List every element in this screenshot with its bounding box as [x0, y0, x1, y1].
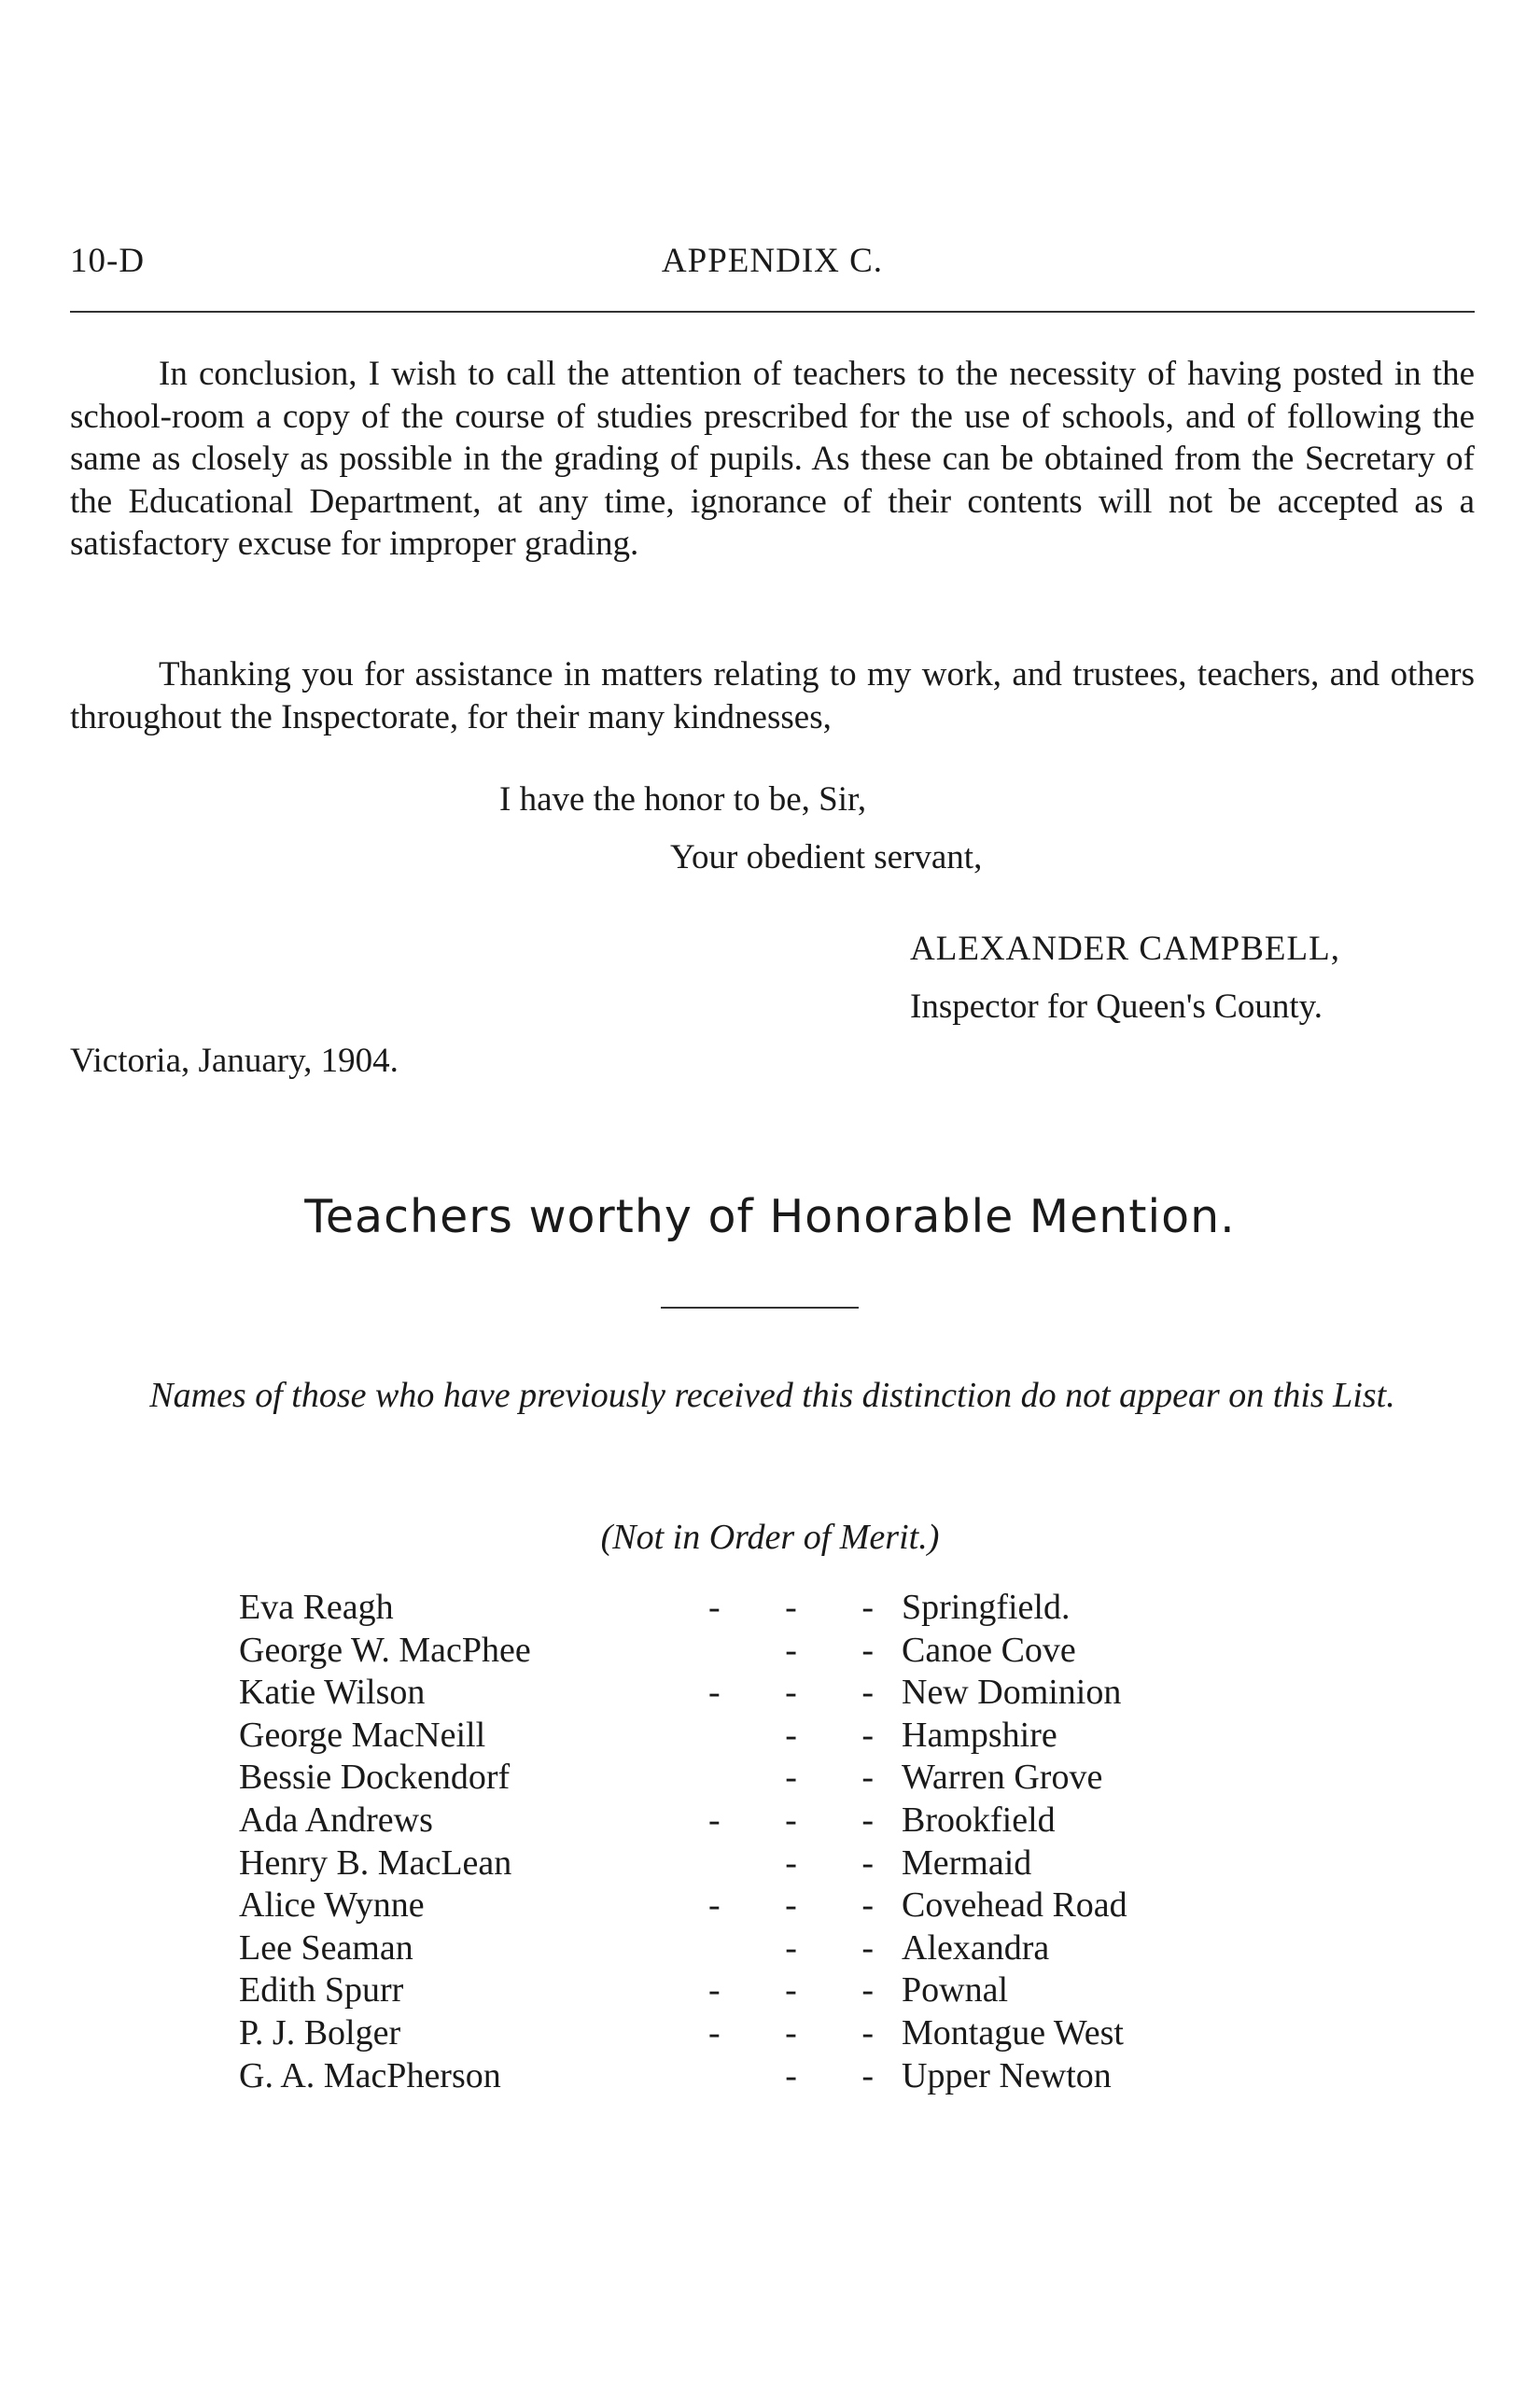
leader-dashes: - - -	[708, 1673, 874, 1713]
signer-title: Inspector for Queen's County.	[910, 988, 1323, 1026]
leader-dashes: - -	[785, 1715, 874, 1755]
header-rule	[70, 311, 1475, 313]
list-item	[239, 1969, 1266, 2012]
school-location: Brookfield	[902, 1800, 1056, 1840]
leader-dashes: - - -	[708, 1588, 874, 1627]
leader-dashes: - - -	[708, 1885, 874, 1926]
page-header	[70, 241, 1475, 287]
section-rule	[661, 1307, 859, 1309]
teacher-name: Edith Spurr	[239, 1970, 404, 2011]
teacher-name: G. A. MacPherson	[239, 2055, 501, 2095]
signer-name: ALEXANDER CAMPBELL,	[910, 930, 1340, 968]
leader-dashes: - -	[785, 1630, 874, 1670]
school-location: Upper Newton	[902, 2055, 1112, 2095]
list-item	[239, 1927, 1266, 1970]
school-location: Alexandra	[902, 1927, 1050, 1968]
exclusion-note: Names of those who have previously received this distinction do not appear on this List.	[149, 1376, 1395, 1415]
page-number: 10-D	[70, 242, 146, 280]
teacher-list	[239, 1587, 1266, 2097]
list-item	[239, 1843, 1266, 1885]
appendix-title: APPENDIX C.	[661, 242, 884, 280]
teacher-name: George MacNeill	[239, 1715, 486, 1755]
teacher-name: Alice Wynne	[239, 1885, 425, 1926]
list-item	[239, 2012, 1266, 2055]
teacher-name: Ada Andrews	[239, 1800, 433, 1840]
school-location: Hampshire	[902, 1715, 1057, 1755]
teacher-name: P. J. Bolger	[239, 2012, 401, 2053]
list-item	[239, 1587, 1266, 1630]
section-title: Teachers worthy of Honorable Mention.	[304, 1190, 1236, 1243]
school-location: Mermaid	[902, 1843, 1032, 1883]
leader-dashes: - -	[785, 2055, 874, 2095]
list-item	[239, 1715, 1266, 1758]
teacher-name: Henry B. MacLean	[239, 1843, 512, 1883]
list-item	[239, 1630, 1266, 1673]
teacher-name: Eva Reagh	[239, 1588, 394, 1627]
conclusion-paragraph: In conclusion, I wish to call the attention of teachers to the necessity of having posted in the school-room a copy of the course of studies prescribed for the use of schools, and of following the same as closely as possible in the grading of pupils. As these can be obtained from the Secretary of the Educational Department, at any time, ignorance of their contents will not be accepted as a satisfactory excuse for improper grading.	[70, 355, 1475, 563]
servant-line: Your obedient servant,	[670, 838, 983, 876]
list-item	[239, 1757, 1266, 1800]
leader-dashes: - -	[785, 1843, 874, 1883]
teacher-name: Bessie Dockendorf	[239, 1758, 511, 1798]
teacher-name: Lee Seaman	[239, 1927, 413, 1968]
teacher-name: George W. MacPhee	[239, 1630, 531, 1670]
school-location: Montague West	[902, 2012, 1124, 2053]
list-item	[239, 2055, 1266, 2098]
teacher-name: Katie Wilson	[239, 1673, 426, 1713]
school-location: New Dominion	[902, 1673, 1122, 1713]
school-location: Pownal	[902, 1970, 1008, 2011]
list-item	[239, 1885, 1266, 1927]
closing-line: I have the honor to be, Sir,	[499, 780, 867, 819]
order-note: (Not in Order of Merit.)	[600, 1518, 940, 1557]
place-date: Victoria, January, 1904.	[70, 1042, 399, 1080]
leader-dashes: - - -	[708, 2012, 874, 2053]
leader-dashes: - -	[785, 1927, 874, 1968]
school-location: Covehead Road	[902, 1885, 1127, 1926]
list-item	[239, 1800, 1266, 1843]
school-location: Warren Grove	[902, 1758, 1103, 1798]
school-location: Springfield.	[902, 1588, 1071, 1627]
leader-dashes: - - -	[708, 1800, 874, 1840]
list-item	[239, 1672, 1266, 1715]
leader-dashes: - - -	[708, 1970, 874, 2011]
leader-dashes: - -	[785, 1758, 874, 1798]
school-location: Canoe Cove	[902, 1630, 1076, 1670]
thanks-paragraph: Thanking you for assistance in matters relating to my work, and trustees, teachers, and others throughout the Inspectorate, for their many kindnesses,	[70, 655, 1475, 736]
